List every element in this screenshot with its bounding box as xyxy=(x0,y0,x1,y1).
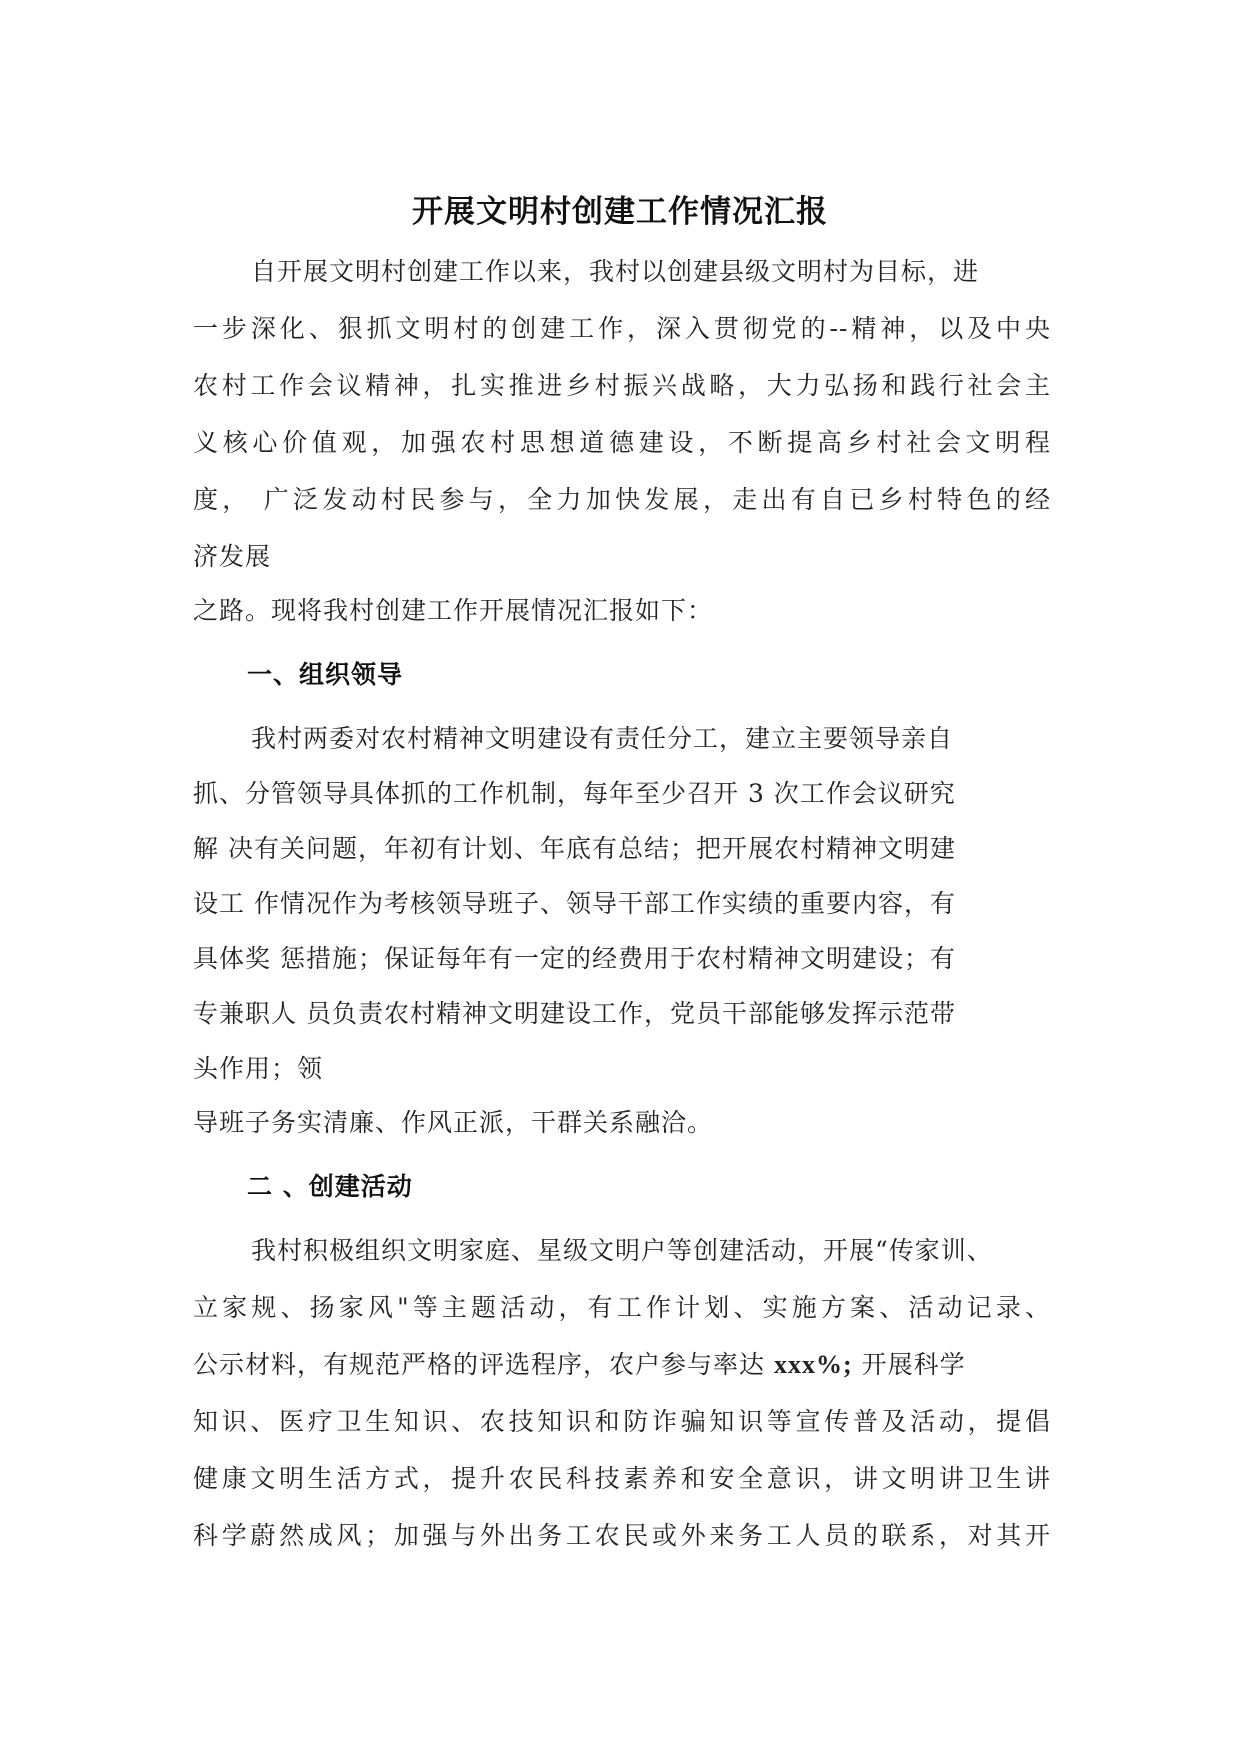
paragraph-line: 度， 广泛发动村民参与，全力加快发展，走出有自已乡村特色的经 xyxy=(193,485,1051,514)
paragraph-line: 济发展 xyxy=(193,542,272,571)
paragraph-line: 导班子务实清廉、作风正派，干群关系融洽。 xyxy=(193,1108,714,1137)
paragraph-line: 立家规、扬家风"等主题活动，有工作计划、实施方案、活动记录、 xyxy=(193,1293,1051,1322)
section-heading: 一、组织领导 xyxy=(247,660,404,689)
paragraph-line: 健康文明生活方式，提升农民科技素养和安全意识，讲文明讲卫生讲 xyxy=(193,1464,1051,1493)
section-heading: 二 、创建活动 xyxy=(247,1172,413,1201)
paragraph-line: 农村工作会议精神，扎实推进乡村振兴战略，大力弘扬和践行社会主 xyxy=(193,371,1051,400)
paragraph-line: 专兼职人 员负责农村精神文明建设工作，党员干部能够发挥示范带 xyxy=(193,999,956,1028)
paragraph-line: 我村积极组织文明家庭、星级文明户等创建活动，开展“传家训、 xyxy=(251,1236,993,1265)
paragraph-line: 科学蔚然成风；加强与外出务工农民或外来务工人员的联系，对其开 xyxy=(193,1521,1051,1550)
paragraph-line: 义核心价值观，加强农村思想道德建设，不断提高乡村社会文明程 xyxy=(193,428,1051,457)
paragraph-line: 之路。现将我村创建工作开展情况汇报如下： xyxy=(193,596,714,625)
paragraph-line: 知识、医疗卫生知识、农技知识和防诈骗知识等宣传普及活动，提倡 xyxy=(193,1407,1051,1436)
paragraph-line: 头作用；领 xyxy=(193,1054,324,1083)
paragraph-line: 解 决有关问题，年初有计划、年底有总结；把开展农村精神文明建 xyxy=(193,834,956,863)
paragraph-text: 公示材料，有规范严格的评选程序，农户参与率达 xyxy=(193,1350,766,1379)
paragraph-line: 一步深化、狠抓文明村的创建工作，深入贯彻党的--精神，以及中央 xyxy=(193,314,1051,343)
paragraph-line: 具体奖 惩措施；保证每年有一定的经费用于农村精神文明建设；有 xyxy=(193,944,956,973)
participation-rate: xxx%; xyxy=(773,1350,853,1379)
paragraph-line xyxy=(193,1348,966,1382)
paragraph-line: 我村两委对农村精神文明建设有责任分工，建立主要领导亲自 xyxy=(251,724,954,753)
paragraph-line: 抓、分管领导具体抓的工作机制，每年至少召开 3 次工作会议研究 xyxy=(193,779,956,808)
paragraph-text: 开展科学 xyxy=(861,1350,966,1379)
document-title: 开展文明村创建工作情况汇报 xyxy=(412,194,828,230)
paragraph-line: 设工 作情况作为考核领导班子、领导干部工作实绩的重要内容，有 xyxy=(193,889,956,918)
paragraph-line: 自开展文明村创建工作以来，我村以创建县级文明村为目标，进 xyxy=(251,257,980,286)
